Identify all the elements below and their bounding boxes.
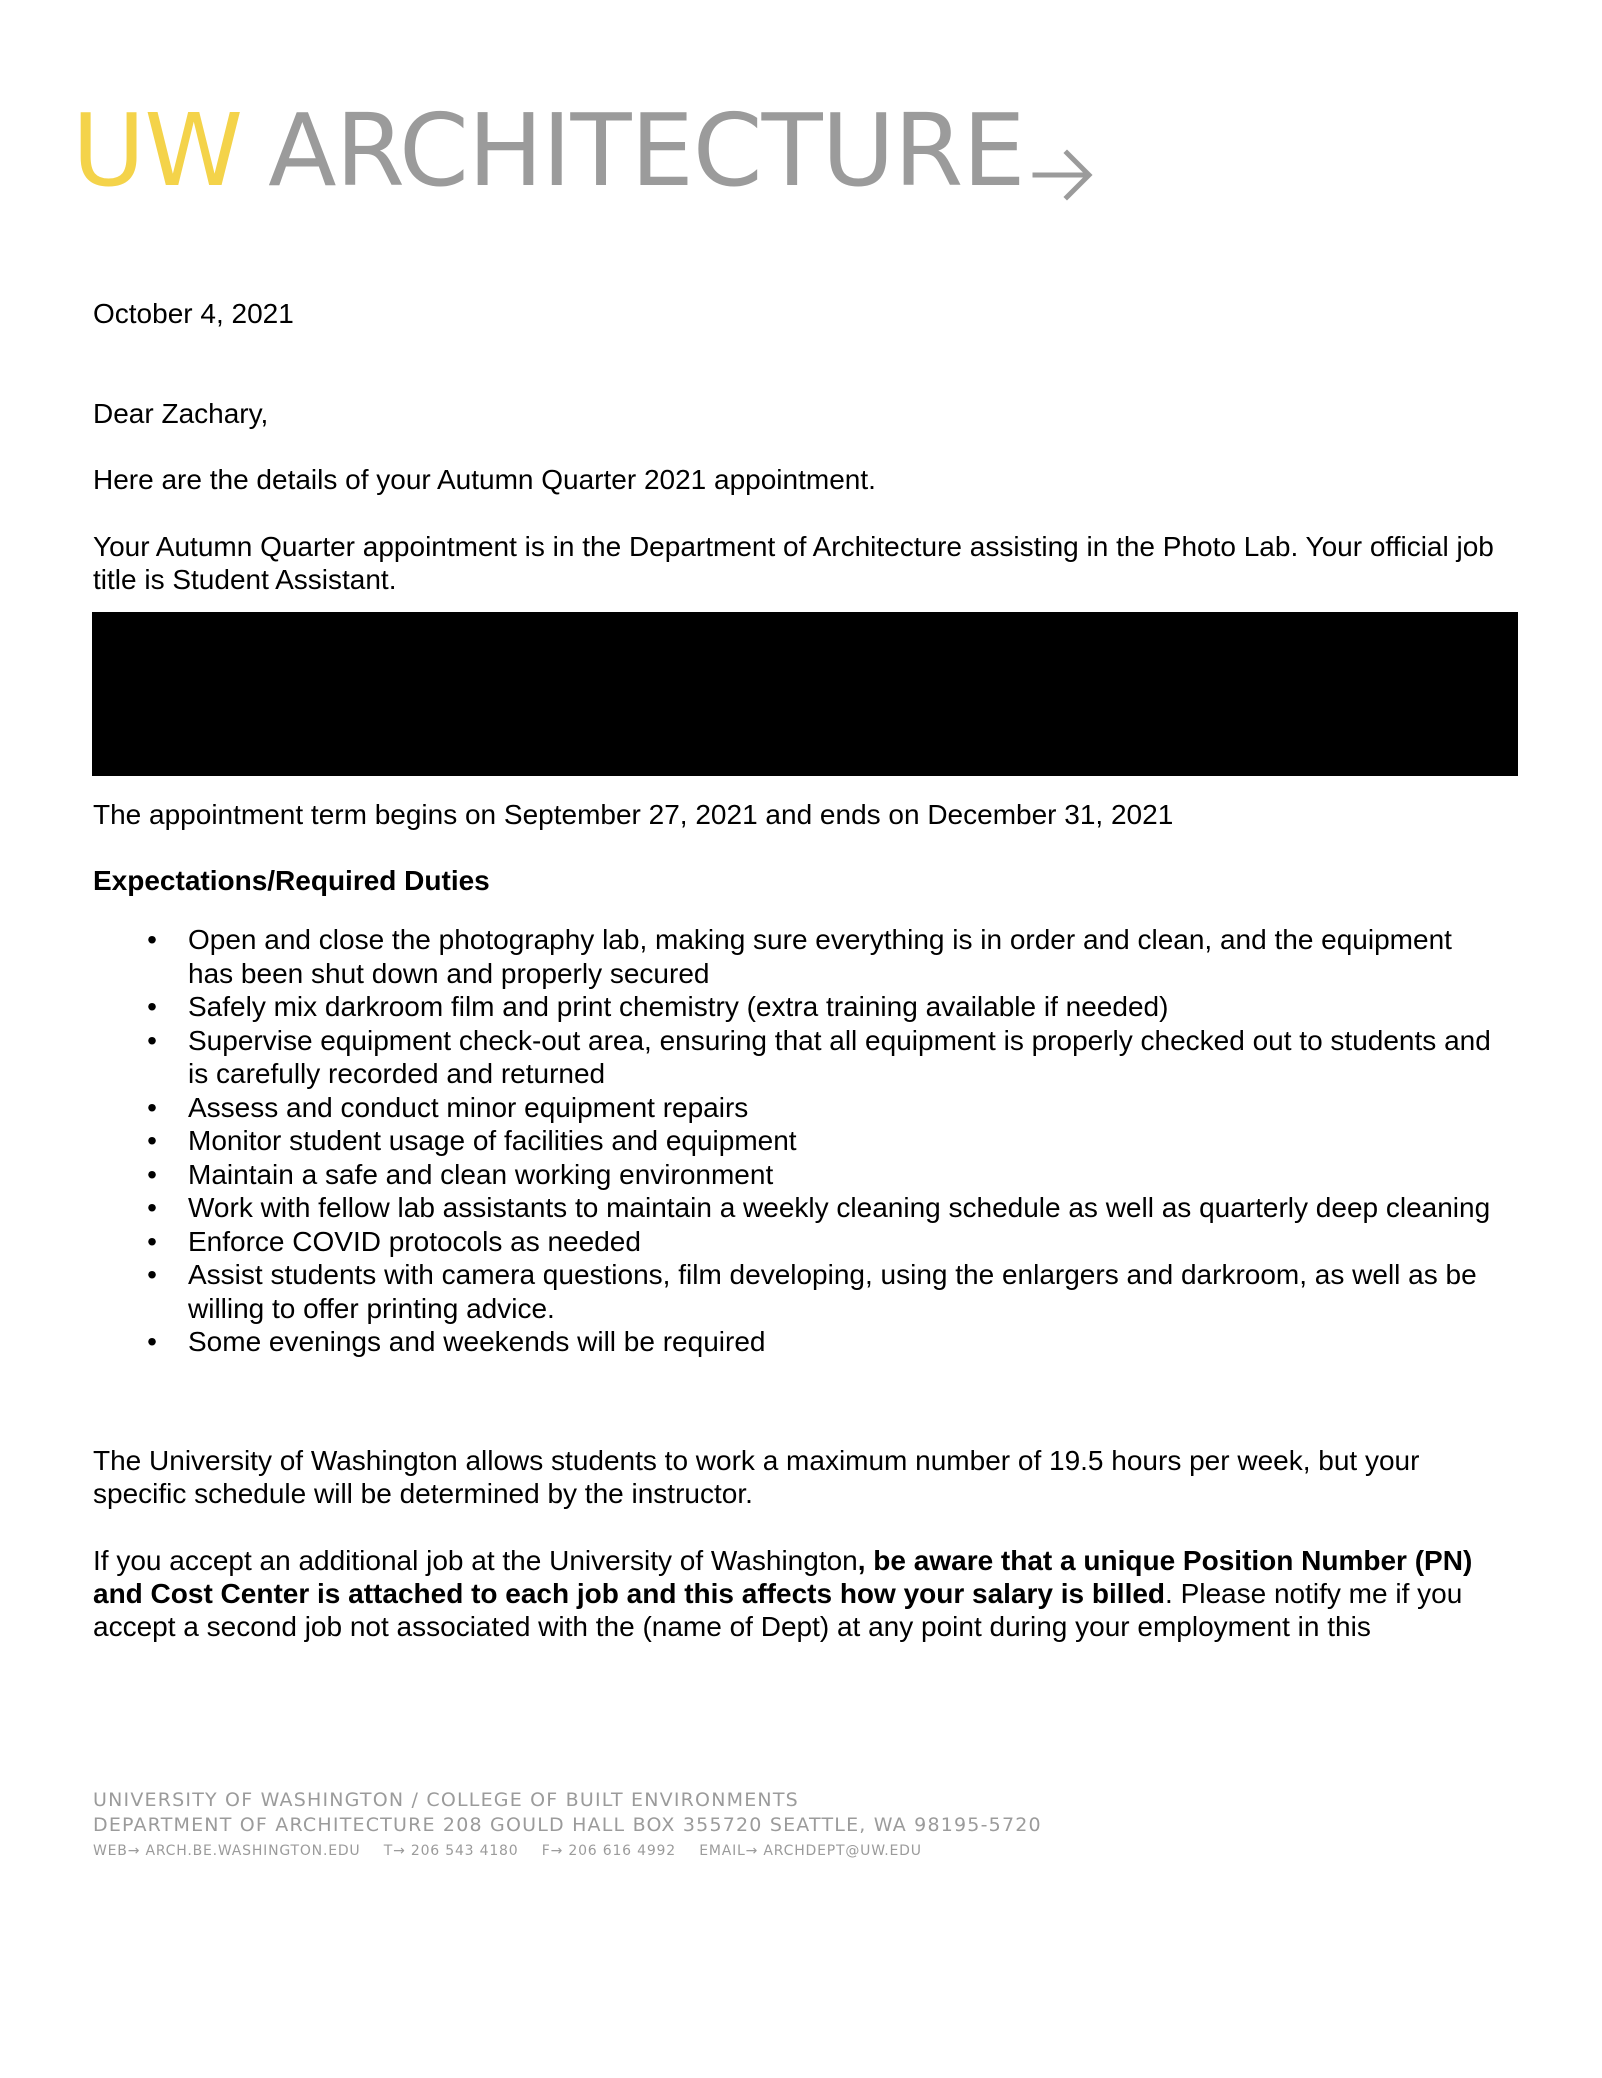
list-item — [93, 1191, 1513, 1225]
list-item — [93, 1258, 1513, 1325]
duty-text: Maintain a safe and clean working environment — [188, 1158, 774, 1190]
bullet-icon: • — [147, 991, 157, 1022]
footer-university-line: UNIVERSITY OF WASHINGTON / COLLEGE OF BUILT ENVIRONMENTS — [93, 1789, 799, 1811]
hours-paragraph: The University of Washington allows students to work a maximum number of 19.5 hours per week, but your specific schedule will be determined by the instructor. — [93, 1445, 1420, 1509]
notice-text-bold: , be aware that a unique Position Number (PN) and Cost Center is attached to each job and this affects how your salary is billed — [93, 1545, 1473, 1609]
appointment-paragraph: Your Autumn Quarter appointment is in the Department of Architecture assisting in the Photo Lab. Your official job title is Student Assistant. — [93, 531, 1494, 595]
duty-text: Work with fellow lab assistants to maintain a weekly cleaning schedule as well as quarterly deep cleaning — [188, 1192, 1491, 1223]
footer-contact-line — [93, 1841, 1042, 1861]
footer-address-line: DEPARTMENT OF ARCHITECTURE 208 GOULD HALL BOX 355720 SEATTLE, WA 98195-5720 — [93, 1814, 1042, 1836]
list-item — [93, 923, 1513, 990]
duty-text: Safely mix darkroom film and print chemistry (extra training available if needed) — [188, 991, 1169, 1022]
letter-date: October 4, 2021 — [93, 298, 294, 329]
duty-text: Assist students with camera questions, film developing, using the enlargers and darkroom, as well as be willing to offer printing advice. — [188, 1259, 1477, 1324]
duties-list — [93, 923, 1513, 1359]
term-paragraph: The appointment term begins on September 27, 2021 and ends on December 31, 2021 — [93, 799, 1174, 830]
list-item — [93, 1124, 1513, 1158]
list-item — [93, 1091, 1513, 1125]
list-item — [93, 1225, 1513, 1259]
duty-text: Monitor student usage of facilities and equipment — [188, 1125, 797, 1156]
notice-paragraph — [93, 1544, 1513, 1643]
footer-web: WEB→ ARCH.BE.WASHINGTON.EDU — [93, 1843, 361, 1859]
bullet-icon: • — [147, 1259, 157, 1290]
footer-email: EMAIL→ ARCHDEPT@UW.EDU — [699, 1843, 922, 1859]
notice-text-start: If you accept an additional job at the University of Washington — [93, 1545, 858, 1576]
duty-text: Open and close the photography lab, making sure everything is in order and clean, and the equipment has been shut down and properly secured — [188, 924, 1452, 989]
footer-phone: T→ 206 543 4180 — [383, 1843, 519, 1859]
duty-text: Assess and conduct minor equipment repairs — [188, 1091, 749, 1123]
bullet-icon: • — [147, 1125, 157, 1156]
bullet-icon: • — [147, 924, 157, 955]
list-item — [93, 1158, 1513, 1192]
bullet-icon: • — [147, 1326, 157, 1357]
list-item — [93, 990, 1513, 1024]
duty-text: Some evenings and weekends will be required — [188, 1326, 766, 1357]
intro-paragraph: Here are the details of your Autumn Quarter 2021 appointment. — [93, 464, 876, 495]
duty-text: Enforce COVID protocols as needed — [188, 1225, 641, 1257]
notice-text-end: . Please notify me if you accept a second job not associated with the (name of Dept) at any point during your employment in this — [93, 1578, 1463, 1642]
footer-fax: F→ 206 616 4992 — [541, 1843, 676, 1859]
logo-uw: UW — [72, 92, 243, 209]
list-item — [93, 1024, 1513, 1091]
logo-architecture: ARCHITECTURE — [268, 92, 1025, 209]
letterhead-footer — [93, 1788, 1042, 1861]
bullet-icon: • — [147, 1225, 157, 1257]
uw-architecture-logo — [72, 92, 1095, 209]
bullet-icon: • — [147, 1158, 157, 1190]
duty-text: Supervise equipment check-out area, ensuring that all equipment is properly checked out to students and is carefully recorded and returned — [188, 1024, 1491, 1089]
list-item — [93, 1325, 1513, 1359]
duties-heading: Expectations/Required Duties — [93, 865, 490, 896]
salutation: Dear Zachary, — [93, 398, 269, 429]
bullet-icon: • — [147, 1024, 157, 1056]
redacted-block — [92, 612, 1518, 776]
bullet-icon: • — [147, 1192, 157, 1223]
bullet-icon: • — [147, 1091, 157, 1123]
arrow-right-icon — [1031, 112, 1095, 172]
